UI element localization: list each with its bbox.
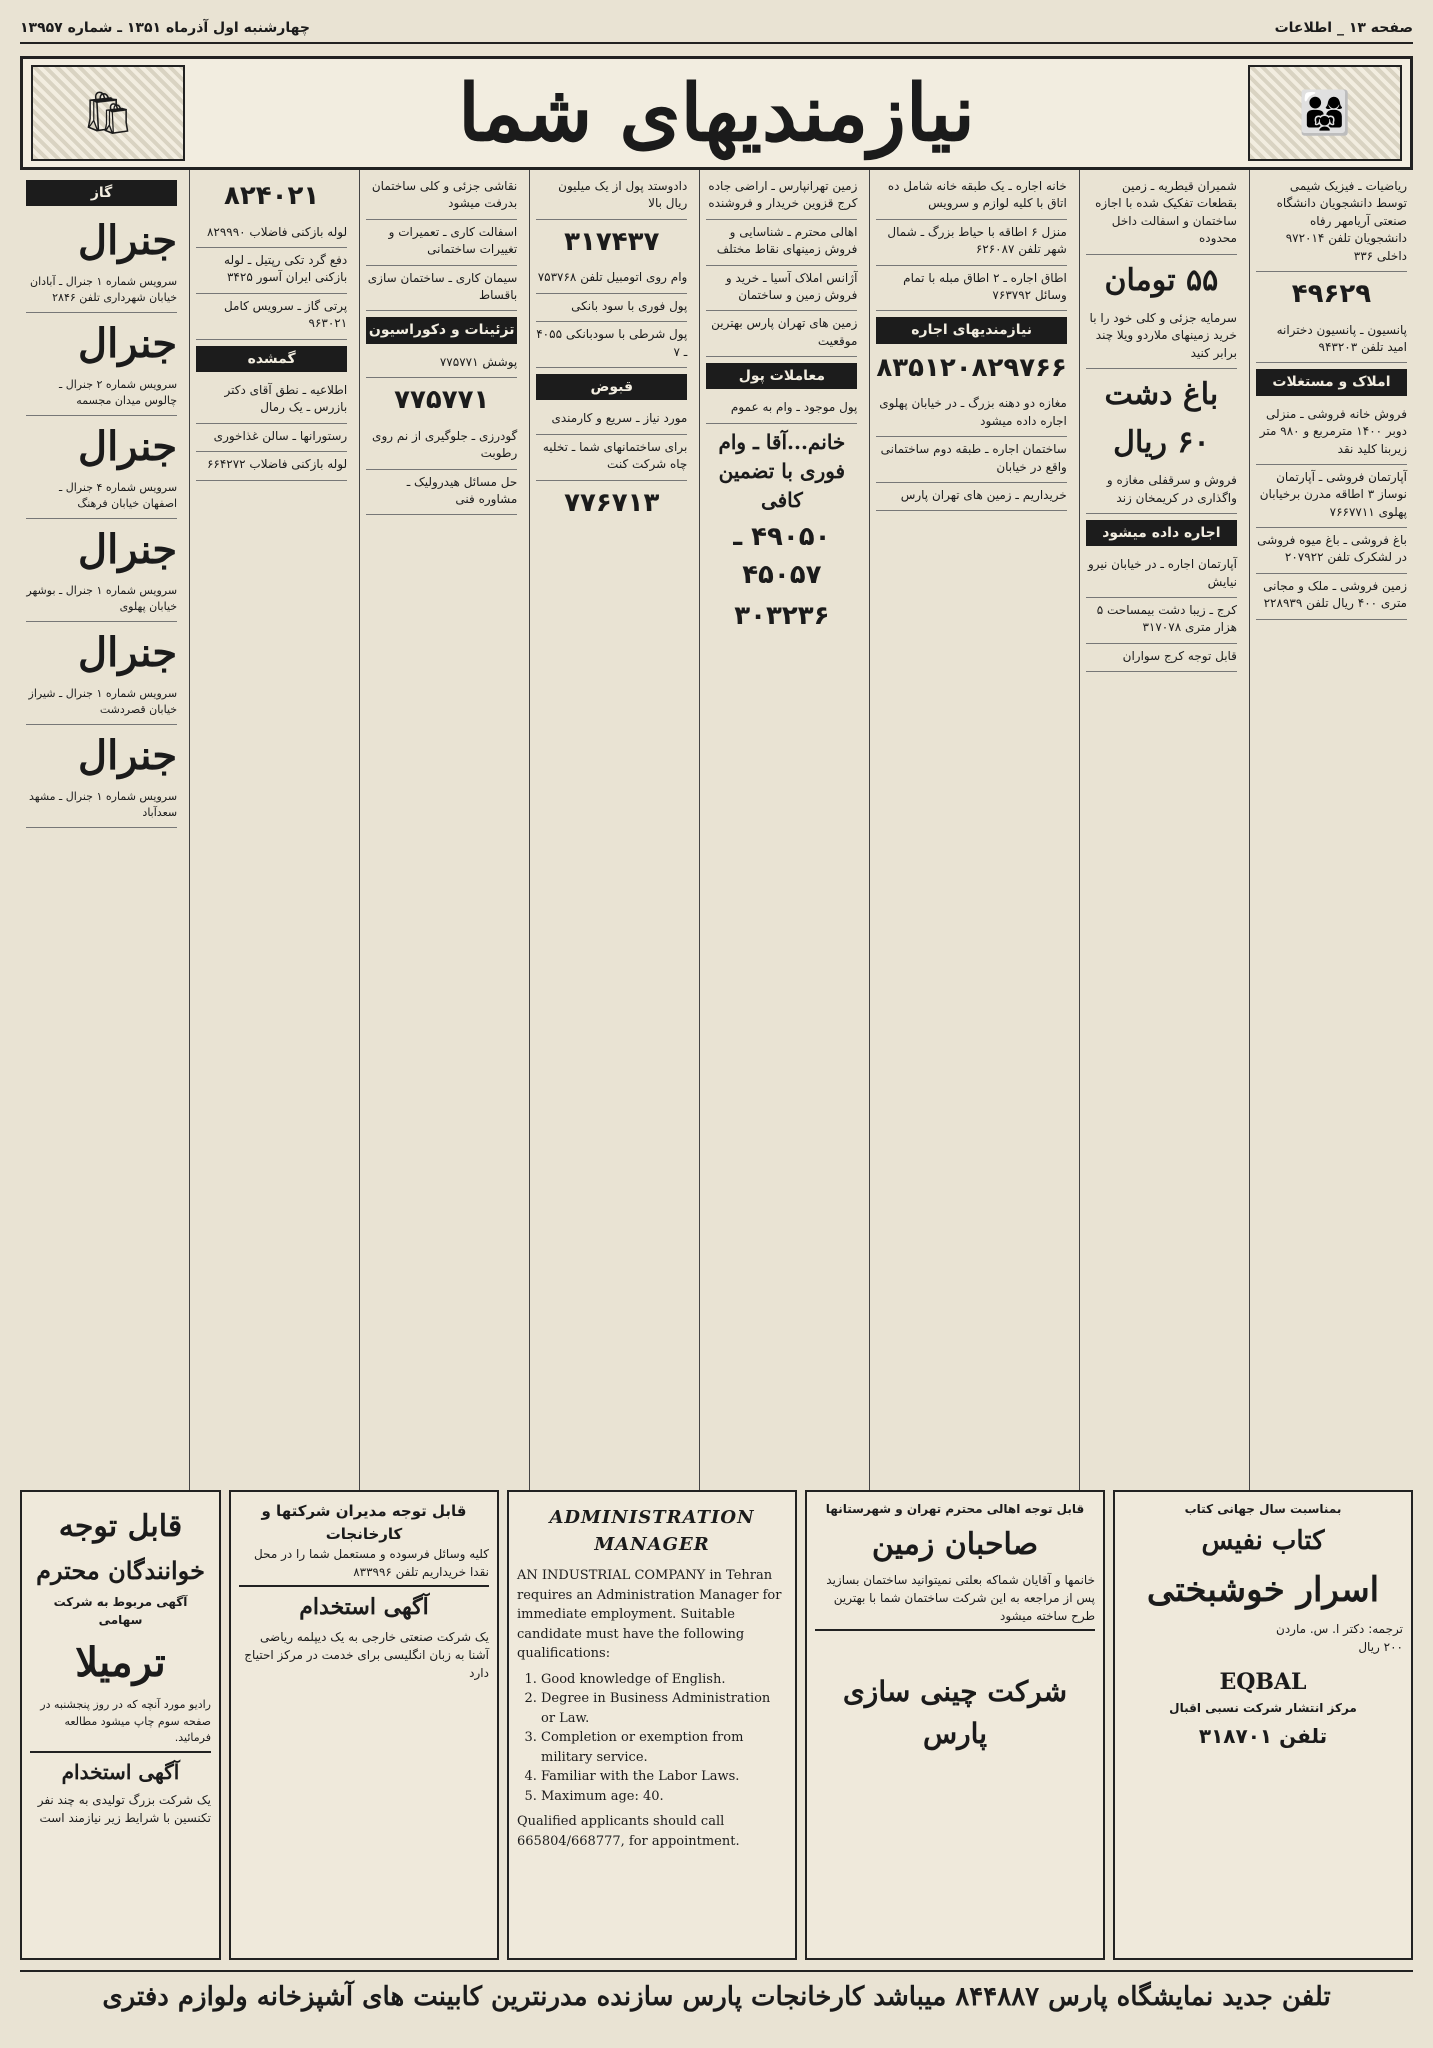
ad-text: پول شرطی با سودبانکی ۴۰۵۵ ـ ۷ [536, 322, 687, 368]
section-banner [20, 56, 1413, 170]
ad-price: ۶۰ ریال [1113, 424, 1210, 460]
ad-text: کرج ـ زیبا دشت بیمساحت ۵ هزار متری ۳۱۷۰۷۸ [1086, 598, 1237, 644]
book-ad-author: ترجمه: دکتر ا. س. ماردن [1276, 1622, 1403, 1636]
general-logo: جنرال [78, 525, 178, 573]
ad-text: مورد نیاز ـ سریع و کارمندی [536, 406, 687, 434]
ad-text: لوله بازکنی فاضلاب ۸۲۹۹۹۰ [196, 220, 347, 248]
ad-text: سرویس شماره ۱ جنرال ـ مشهد سعدآباد [26, 785, 177, 828]
ad-text: پول فوری با سود بانکی [536, 294, 687, 322]
section-heading: گمشده [196, 346, 347, 372]
ad-text: خانه اجاره ـ یک طبقه خانه شامل ده اتاق با کلیه لوازم و سرویس [876, 174, 1066, 220]
book-ad-title: کتاب نفیس [1201, 1526, 1325, 1556]
newspaper-page [20, 20, 1413, 2028]
qualification-item: 2. Degree in Business Administration or Law. [541, 1689, 787, 1728]
general-logo: جنرال [78, 628, 178, 676]
classified-columns [20, 170, 1413, 1490]
column-bills [529, 170, 693, 1490]
ad-text: فروش خانه فروشی ـ منزلی دوبر ۱۴۰۰ مترمربع و ۹۸۰ متر زیربنا کلید نقد [1256, 402, 1407, 465]
ad-text: زمین تهرانپارس ـ اراضی جاده کرج قزوین خریدار و فروشنده [706, 174, 857, 220]
ad-text: پانسیون ـ پانسیون دخترانه امید تلفن ۹۴۳۲۰۳ [1256, 318, 1407, 364]
ad-text: باغ فروشی ـ باغ میوه فروشی در لشکرک تلفن ۲۰۷۹۲۲ [1256, 528, 1407, 574]
general-logo: جنرال [78, 320, 178, 368]
ad-text: فروش و سرقفلی مغازه و واگذاری در کریمخان زند [1086, 468, 1237, 514]
ad-text: اطلاعیه ـ نطق آقای دکتر بازرس ـ یک رمال [196, 378, 347, 424]
ad-text: قابل توجه کرج سواران [1086, 644, 1237, 672]
ad-text: اسفالت کاری ـ تعمیرات و تغییرات ساختمانی [366, 220, 517, 266]
admin-manager-ad [507, 1490, 797, 1960]
ad-phone: ۸۲۴۰۲۱ [224, 181, 320, 211]
ad-text: منزل ۶ اطاقه با حیاط بزرگ ـ شمال شهر تلفن ۶۲۶۰۸۷ [876, 220, 1066, 266]
ad-text: وام روی اتومبیل تلفن ۷۵۳۷۶۸ [536, 265, 687, 293]
section-heading: نیازمندیهای اجاره [876, 317, 1066, 343]
ad-text: اطاق اجاره ـ ۲ اطاق مبله با تمام وسائل ۷۶۳۷۹۲ [876, 266, 1066, 312]
ad-text: اهالی محترم ـ شناسایی و فروش زمینهای نقاط مختلف [706, 220, 857, 266]
ad-text: رستورانها ـ سالن غذاخوری [196, 424, 347, 452]
ad-text: پرتی گاز ـ سرویس کامل ۹۶۳۰۲۱ [196, 294, 347, 340]
book-ad-line1: بمناسبت سال جهانی کتاب [1184, 1502, 1342, 1516]
ad-text: سرویس شماره ۱ جنرال ـ شیراز خیابان قصردشت [26, 682, 177, 725]
hire-ad-body: یک شرکت صنعتی خارجی به یک دیپلمه ریاضی آشنا به زبان انگلیسی برای خدمت در مرکز احتیاج دارد [244, 1630, 489, 1680]
book-ad [1113, 1490, 1413, 1960]
section-heading: اجاره داده میشود [1086, 520, 1237, 546]
family-illustration-icon: 👨‍👩‍👧 [1248, 65, 1402, 161]
ad-phone: ۳۰۳۲۳۶ [734, 601, 830, 632]
ad-phone: ۳۱۷۴۳۷ [564, 226, 660, 257]
qualification-item: 4. Familiar with the Labor Laws. [541, 1767, 787, 1787]
kitchen-ad-title: قابل توجه مدیران شرکتها و کارخانجات [261, 1502, 467, 1543]
ad-text: ریاضیات ـ فیزیک شیمی توسط دانشجویان دانشگاه صنعتی آریامهر رفاه دانشجویان تلفن ۹۷۲۰۱۴ داخلی ۳۳۶ [1256, 174, 1407, 272]
builder-ad-line1: قابل توجه اهالی محترم تهران و شهرستانها [825, 1502, 1085, 1516]
book-ad-phone: تلفن ۳۱۸۷۰۱ [1198, 1724, 1328, 1748]
termila-ad [20, 1490, 221, 1960]
kitchen-ad [229, 1490, 499, 1960]
ad-text: آپارتمان فروشی ـ آپارتمان نوساز ۳ اطاقه مدرن برخیابان پهلوی ۷۶۶۷۷۱۱ [1256, 465, 1407, 528]
footer-banner: تلفن جدید نمایشگاه پارس ۸۴۴۸۸۷ میباشد کارخانجات پارس سازنده مدرنترین کابینت های آشپزخانه ولوازم دفتری [20, 1970, 1413, 2022]
header-date: چهارشنبه اول آذرماه ۱۳۵۱ ـ شماره ۱۳۹۵۷ [20, 20, 310, 36]
ad-text: زمین فروشی ـ ملک و مجانی متری ۴۰۰ ریال تلفن ۲۲۸۹۳۹ [1256, 574, 1407, 620]
general-logo: جنرال [78, 217, 178, 265]
column-money-deals [699, 170, 863, 1490]
kitchen-ad-body: کلیه وسائل فرسوده و مستعمل شما را در محل نقدا خریداریم تلفن ۸۳۳۹۹۶ [254, 1547, 489, 1579]
admin-ad-contact: Qualified applicants should call 665804/668777, for appointment. [517, 1814, 740, 1849]
ad-text: ساختمان اجاره ـ طبقه دوم ساختمانی واقع در خیابان [876, 437, 1066, 483]
ad-text: سرمایه جزئی و کلی خود را با خرید زمینهای ملاردو ویلا چند برابر کنید [1086, 306, 1237, 369]
qualification-item: 1. Good knowledge of English. [541, 1670, 787, 1690]
termila-line3: آگهی مربوط به شرکت سهامی [53, 1595, 188, 1627]
ad-phone: ۸۳۵۱۲۰۸۲۹۷۶۶ [876, 352, 1067, 383]
column-rental-needs [869, 170, 1072, 1490]
book-ad-name: اسرار خوشبختی [1146, 1570, 1380, 1610]
ad-text: سرویس شماره ۴ جنرال ـ اصفهان خیابان فرهنگ [26, 476, 177, 519]
ad-text: نقاشی جزئی و کلی ساختمان بدرفت میشود [366, 174, 517, 220]
ad-text: سرویس شماره ۱ جنرال ـ آبادان خیابان شهرداری تلفن ۲۸۴۶ [26, 270, 177, 313]
termila-hire-title: آگهی استخدام [61, 1759, 180, 1784]
ad-text: مغازه دو دهنه بزرگ ـ در خیابان پهلوی اجاره داده میشود [876, 391, 1066, 437]
ad-text: شمیران قیطریه ـ زمین بقطعات تفکیک شده با اجازه ساختمان و اسفالت داخل محدوده [1086, 174, 1237, 255]
admin-ad-intro: AN INDUSTRIAL COMPANY in Tehran requires an Administration Manager for immediate employment. Suitable candidate must have the following qualifications: [517, 1568, 782, 1661]
ad-text: سرویس شماره ۱ جنرال ـ بوشهر خیابان پهلوی [26, 579, 177, 622]
builder-ad [805, 1490, 1105, 1960]
column-rentals [1079, 170, 1243, 1490]
ad-headline: باغ دشت [1104, 377, 1219, 413]
column-real-estate [1249, 170, 1413, 1490]
ad-headline: خانم...آقا ـ وام فوری با تضمین کافی [718, 429, 846, 512]
section-heading: معاملات پول [706, 363, 857, 389]
ad-text: خریداریم ـ زمین های تهران پارس [876, 483, 1066, 511]
termila-name: ترمیلا [75, 1639, 166, 1686]
builder-ad-body: خانمها و آقایان شماکه بعلتی نمیتوانید ساختمان بسازید پس از مراجعه به این شرکت ساختمان شما با بهترین طرح ساخته میشود [826, 1573, 1095, 1623]
section-heading: قبوض [536, 374, 687, 400]
bottom-ads [20, 1490, 1413, 1960]
ad-price: ۵۵ تومان [1104, 262, 1219, 298]
section-heading: املاک و مستغلات [1256, 369, 1407, 395]
ad-text: دادوستد پول از یک میلیون ریال بالا [536, 174, 687, 220]
ad-text: سیمان کاری ـ ساختمان سازی باقساط [366, 266, 517, 312]
ad-text: آژانس املاک آسیا ـ خرید و فروش زمین و ساختمان [706, 266, 857, 312]
ad-phone: ۴۹۶۲۹ [1291, 278, 1372, 309]
qualification-item: 5. Maximum age: 40. [541, 1787, 787, 1807]
book-ad-price: ۲۰۰ ریال [1358, 1640, 1403, 1654]
page-header [20, 20, 1413, 44]
ad-text: حل مسائل هیدرولیک ـ مشاوره فنی [366, 470, 517, 516]
column-decoration [359, 170, 523, 1490]
shopping-illustration-icon: 🛍 [31, 65, 185, 161]
admin-ad-qualifications [517, 1670, 787, 1807]
ad-phone: ۷۷۵۷۷۱ [394, 385, 490, 416]
admin-ad-title: ADMINISTRATION MANAGER [549, 1507, 755, 1555]
termila-line2: خوانندگان محترم [36, 1556, 205, 1585]
ad-text: برای ساختمانهای شما ـ تخلیه چاه شرکت کنت [536, 435, 687, 481]
termila-line1: قابل توجه [58, 1509, 183, 1544]
ad-text: آپارتمان اجاره ـ در خیابان نیرو نیایش [1086, 552, 1237, 598]
porcelain-company-title: شرکت چینی سازی پارس [842, 1675, 1068, 1750]
ad-text: زمین های تهران پارس بهترین موقعیت [706, 311, 857, 357]
ad-phone: ۴۹۰۵۰ ـ ۴۵۰۵۷ [733, 521, 831, 590]
header-page-number: صفحه ۱۳ _ اطلاعات [1274, 20, 1413, 36]
eqbal-logo: EQBAL [1219, 1669, 1307, 1695]
ad-text: دفع گرد تکی رپتیل ـ لوله بازکنی ایران آسور ۳۴۲۵ [196, 248, 347, 294]
banner-title: نیازمندیهای شما [458, 67, 975, 159]
ad-text: پول موجود ـ وام به عموم [706, 395, 857, 423]
general-logo: جنرال [78, 423, 178, 471]
ad-text: گودرزی ـ جلوگیری از نم روی رطوبت [366, 424, 517, 470]
column-lost [189, 170, 353, 1490]
ad-phone: ۷۷۶۷۱۳ [564, 487, 660, 518]
general-logo: جنرال [78, 731, 178, 779]
section-heading: تزئینات و دکوراسیون [366, 317, 517, 343]
termila-note: رادیو مورد آنچه که در روز پنجشنبه در صفحه سوم چاپ میشود مطالعه فرمائید. [40, 1698, 211, 1744]
termila-hire-body: یک شرکت بزرگ تولیدی به چند نفر تکنسین با شرایط زیر نیازمند است [37, 1792, 211, 1825]
qualification-item: 3. Completion or exemption from military service. [541, 1728, 787, 1767]
hire-ad-title: آگهی استخدام [299, 1594, 429, 1620]
ad-text: پوشش ۷۷۵۷۷۱ [366, 350, 517, 378]
ad-text: سرویس شماره ۲ جنرال ـ چالوس میدان مجسمه [26, 373, 177, 416]
column-gas-service [20, 170, 183, 1490]
ad-text: لوله بازکنی فاضلاب ۶۶۴۲۷۲ [196, 452, 347, 480]
book-ad-publisher: مرکز انتشار شرکت نسبی اقبال [1169, 1701, 1357, 1715]
section-heading: گاز [26, 180, 177, 206]
builder-ad-title: صاحبان زمین [871, 1527, 1039, 1562]
